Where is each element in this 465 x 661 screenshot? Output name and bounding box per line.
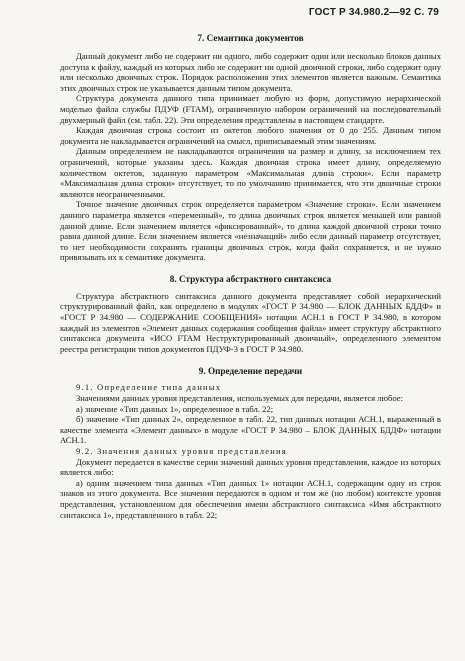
- section-7-paragraph: Структура документа данного типа принимает любую из форм, допустимую иерархической моделью файла службы ПДУФ (FTAM), ограниченную набором ограничений на последовательный двухмерный файл (см. табл. 22). Эти определения представлены в настоящем стандарте.: [60, 93, 441, 125]
- subsection-9-1-intro: Значениями данных уровня представления, используемых для передачи, является любое:: [76, 393, 403, 404]
- subsection-9-1-heading: 9.1. Определение типа данных: [76, 382, 222, 393]
- subsection-9-2-intro: Документ передается в качестве серии значений данных уровня представления, каждое из которых является либо:: [60, 456, 441, 478]
- section-7-paragraph: Точное значение двоичных строк определяется параметром «Значение строки». Если значением данного параметра является «переменный», то длина двоичных строк является меньшей или равной данной длине. Если значением является «фиксированный», то длина каждой двоичной строки точно равна данной длине. Если значением является «незначащий» либо если данный параметр отсутствует, то нет необходимости сохранять границы двоичных строк, когда файл сохраняется, и не нужно привязывать их к семантике документа.: [60, 199, 441, 263]
- section-8-title: 8. Структура абстрактного синтаксиса: [169, 273, 332, 284]
- page-header: ГОСТ Р 34.980.2—92 С. 79: [308, 7, 439, 18]
- subsection-9-1-item: б) значение «Тип данных 2», определенное в табл. 22, тип данных нотации АСН.1, выраженный в качестве элемента «Элемент данных» в модуле «ГОСТ Р 34.980 – БЛОК ДАННЫХ БДДФ» нотации АСН.1.: [60, 414, 441, 446]
- section-9-title: 9. Определение передачи: [198, 366, 303, 377]
- subsection-9-1-item: а) значение «Тип данных 1», определенное в табл. 22;: [76, 403, 274, 414]
- section-7-title: 7. Семантика документов: [197, 33, 304, 43]
- section-7-paragraph: Каждая двоичная строка состоит из октетов любого значения от 0 до 255. Данным типом документа не накладывается ограничений на смысл, приписываемый этим значениям.: [60, 125, 441, 146]
- subsection-9-2-heading: 9.2. Значения данных уровня представления: [76, 446, 287, 456]
- section-8-paragraph: Структура абстрактного синтаксиса данного документа представляет собой иерархический структурированный файл, как определено в модулях «ГОСТ Р 34.980 — БЛОК ДАННЫХ БДДФ» и «ГОСТ Р 34.980 — СОДЕРЖАНИЕ СООБЩЕНИЯ» нотации АСН.1 в ГОСТ Р 34.980, в котором каждый из элементов «Элемент данных содержания сообщения файла» имеет структуру абстрактного синтаксиса документа «ИСО FTAM Неструктурированный двоичный», определенного элементом реестра регистрации типов документов ПДУФ-3 в ГОСТ Р 34.980.: [60, 290, 441, 354]
- subsection-9-2-item: а) одним значением типа данных «Тип данных 1» нотации АСН.1, содержащим одну из строк знаков из этого документа. Все значения передаются в одном и том же (но любом) контексте уровня представления, установленном для обеспечения имени абстрактного синтаксиса «Имя абстрактного синтаксиса 1», представленного в табл. 22;: [60, 477, 441, 520]
- section-7-paragraph: Данный документ либо не содержит ни одного, либо содержит один или несколько блоков данных доступа к файлу, каждый из которых либо не содержит ни одной двоичной строки, либо содержит одну или несколько двоичных строк. Порядок расположения этих элементов является важным. Семантика этих двоичных строк не указывается данным типом документа.: [60, 51, 441, 93]
- section-7-paragraph: Данным определением не накладываются ограничения на размер и длину, за исключением тех ограничений, которые указаны здесь. Каждая двоичная строка имеет длину, определяемую количеством октетов, заданную параметром «Максимальная длина строки». Если параметр «Максимальная длина строки» отсутствует, то по умолчанию принимается, что эти двоичные строки являются неограниченными.: [60, 146, 441, 199]
